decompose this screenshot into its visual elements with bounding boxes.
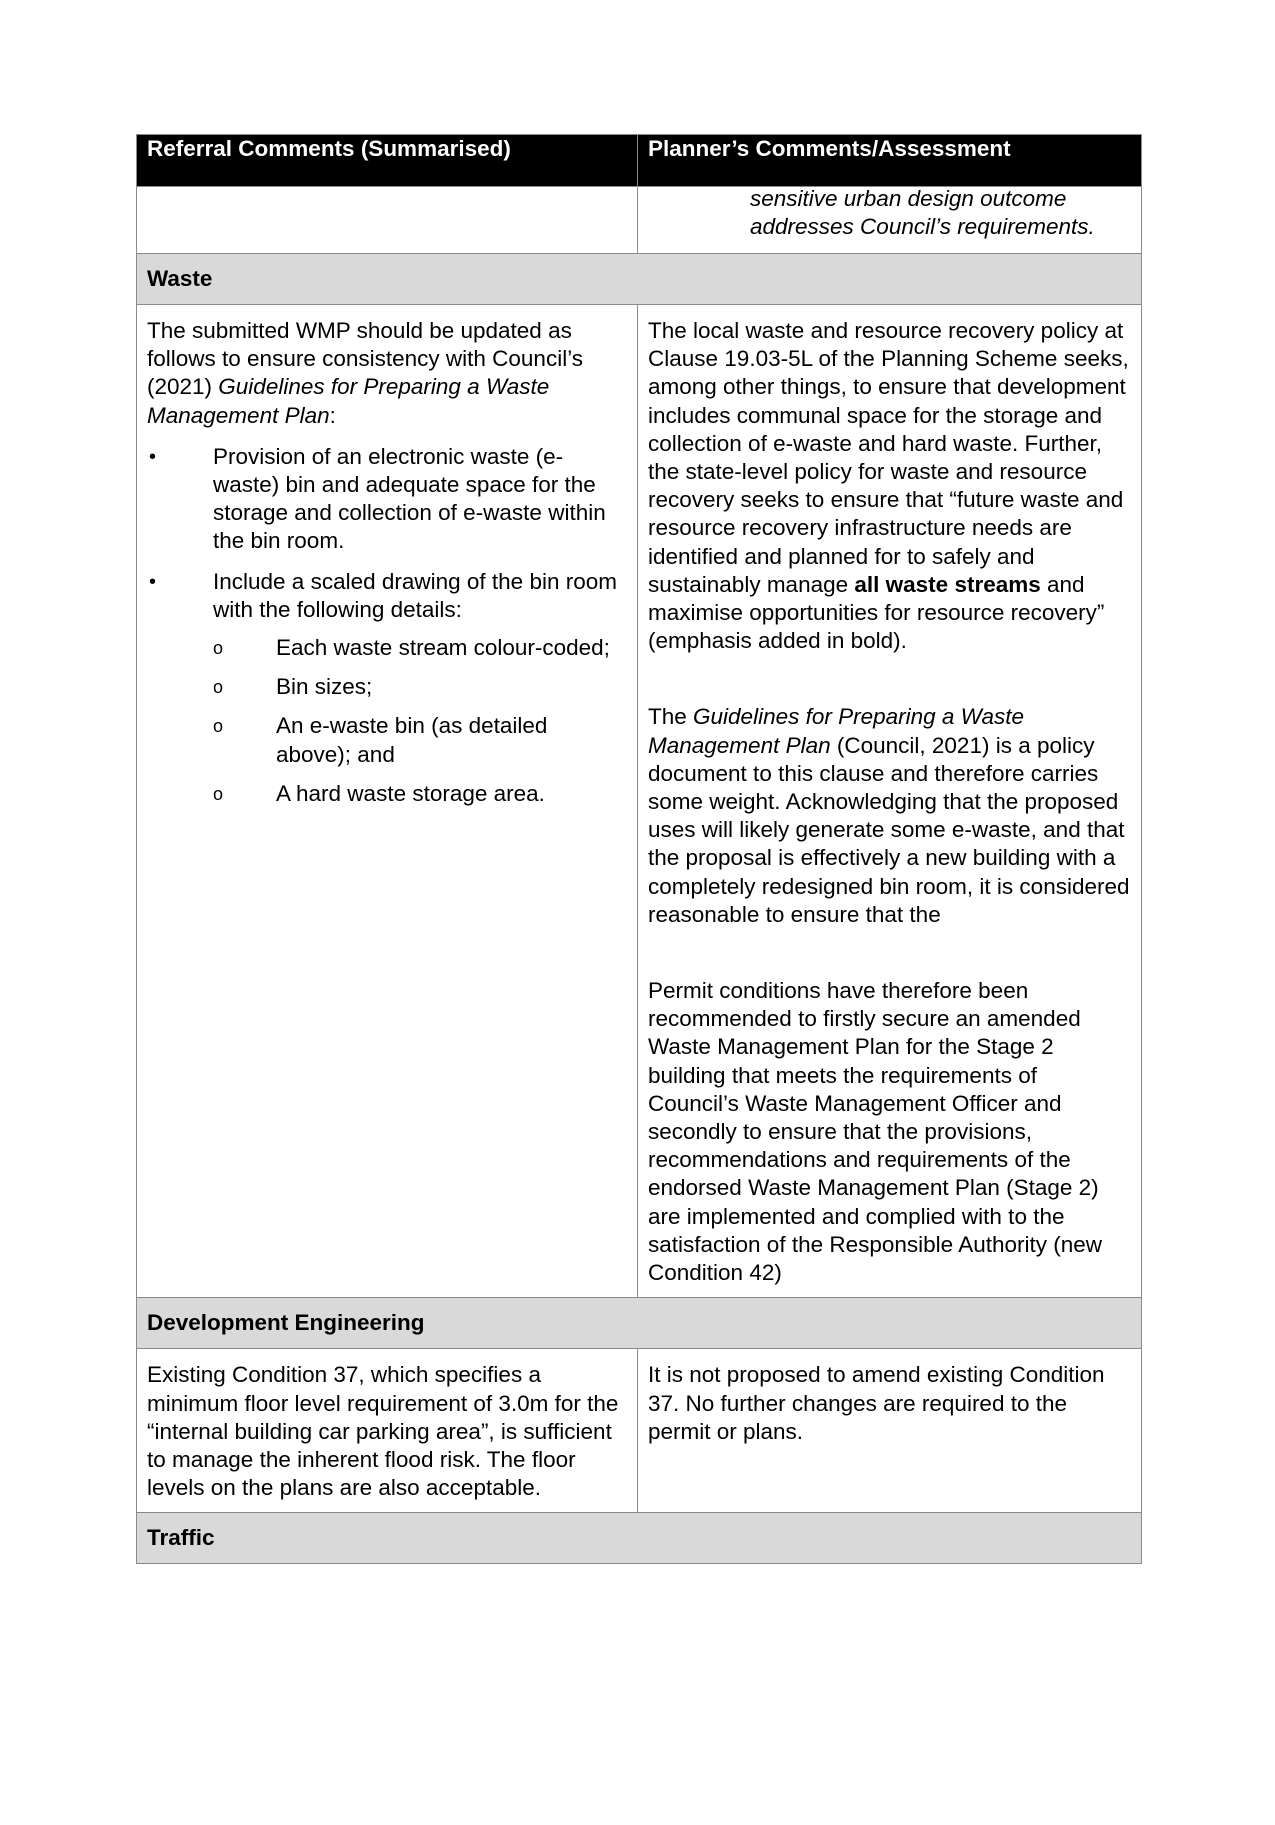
list-item: o Each waste stream colour-coded; [213, 634, 627, 662]
list-item: o An e-waste bin (as detailed above); and [213, 713, 548, 767]
continued-left-cell [137, 187, 638, 254]
waste-assessment-paragraph-1: The local waste and resource recovery policy at Clause 19.03-5L of the Planning Scheme seeks, among other things, to ensure that development includes communal space for the storage and collection of e-waste and hard waste. Further, the state-level policy for waste and resource recovery seeks to ensure that “future waste and resource recovery infrastructure needs are identified and planned for to safely and sustainably manage all waste streams and maximise opportunities for resource recovery” (emphasis added in bold). [648, 318, 1129, 654]
circle-bullet-icon: o [213, 677, 224, 698]
continued-text: sensitive urban design outcome addresses Council’s requirements. [750, 186, 1095, 240]
section-row-waste [137, 254, 1142, 305]
circle-bullet-icon: o [213, 638, 224, 659]
header-referral-comments: Referral Comments (Summarised) [137, 135, 638, 187]
table-header-row [137, 135, 1142, 187]
list-item: • Include a scaled drawing of the bin room with the following details: o Each waste stream colour-coded; o Bin sizes; o An e-waste bin (as detailed above); and o A hard waste storage area. [147, 568, 627, 808]
continued-row [137, 187, 1142, 254]
circle-bullet-icon: o [213, 783, 224, 804]
waste-assessment-paragraph-3: Permit conditions have therefore been recommended to firstly secure an amended Waste Management Plan for the Stage 2 building that meets the requirements of Council’s Waste Management Officer and secondly to ensure that the provisions, recommendations and requirements of the endorsed Waste Management Plan (Stage 2) are implemented and complied with to the satisfaction of the Responsible Authority (new Condition 42) [648, 978, 1102, 1286]
section-title-development-engineering: Development Engineering [137, 1298, 1142, 1349]
development-engineering-row [137, 1349, 1142, 1513]
dev-eng-referral-cell: Existing Condition 37, which specifies a minimum floor level requirement of 3.0m for the “internal building car parking area”, is sufficient to manage the inherent flood risk. The floor levels on the plans are also acceptable. [137, 1349, 638, 1513]
bullet-icon: • [149, 570, 157, 593]
waste-row [137, 305, 1142, 1298]
waste-referral-cell [137, 305, 638, 1298]
waste-bullet-list [147, 443, 627, 808]
section-title-traffic: Traffic [137, 1513, 1142, 1564]
referral-comments-table [136, 134, 1142, 1564]
waste-intro: The submitted WMP should be updated as follows to ensure consistency with Council’s (2021) Guidelines for Preparing a Waste Management Plan: [147, 318, 584, 428]
continued-right-cell [638, 187, 1142, 254]
header-planners-comments: Planner’s Comments/Assessment [638, 135, 1142, 187]
section-row-traffic [137, 1513, 1142, 1564]
dev-eng-assessment-cell: It is not proposed to amend existing Condition 37. No further changes are required to the permit or plans. [638, 1349, 1142, 1513]
waste-assessment-cell [638, 305, 1142, 1298]
list-item: o A hard waste storage area. [213, 780, 627, 808]
list-item: o Bin sizes; [213, 673, 627, 701]
section-title-waste: Waste [137, 254, 1142, 305]
waste-assessment-paragraph-2: The Guidelines for Preparing a Waste Management Plan (Council, 2021) is a policy document to this clause and therefore carries some weight. Acknowledging that the proposed uses will likely generate some e-waste, and that the proposal is effectively a new building with a completely redesigned bin room, it is considered reasonable to ensure that the [648, 704, 1130, 927]
circle-bullet-icon: o [213, 716, 224, 737]
section-row-development-engineering [137, 1298, 1142, 1349]
list-item: • Provision of an electronic waste (e-waste) bin and adequate space for the storage and collection of e-waste within the bin room. [149, 443, 606, 554]
waste-sub-list [213, 634, 627, 808]
bullet-icon: • [149, 445, 157, 468]
